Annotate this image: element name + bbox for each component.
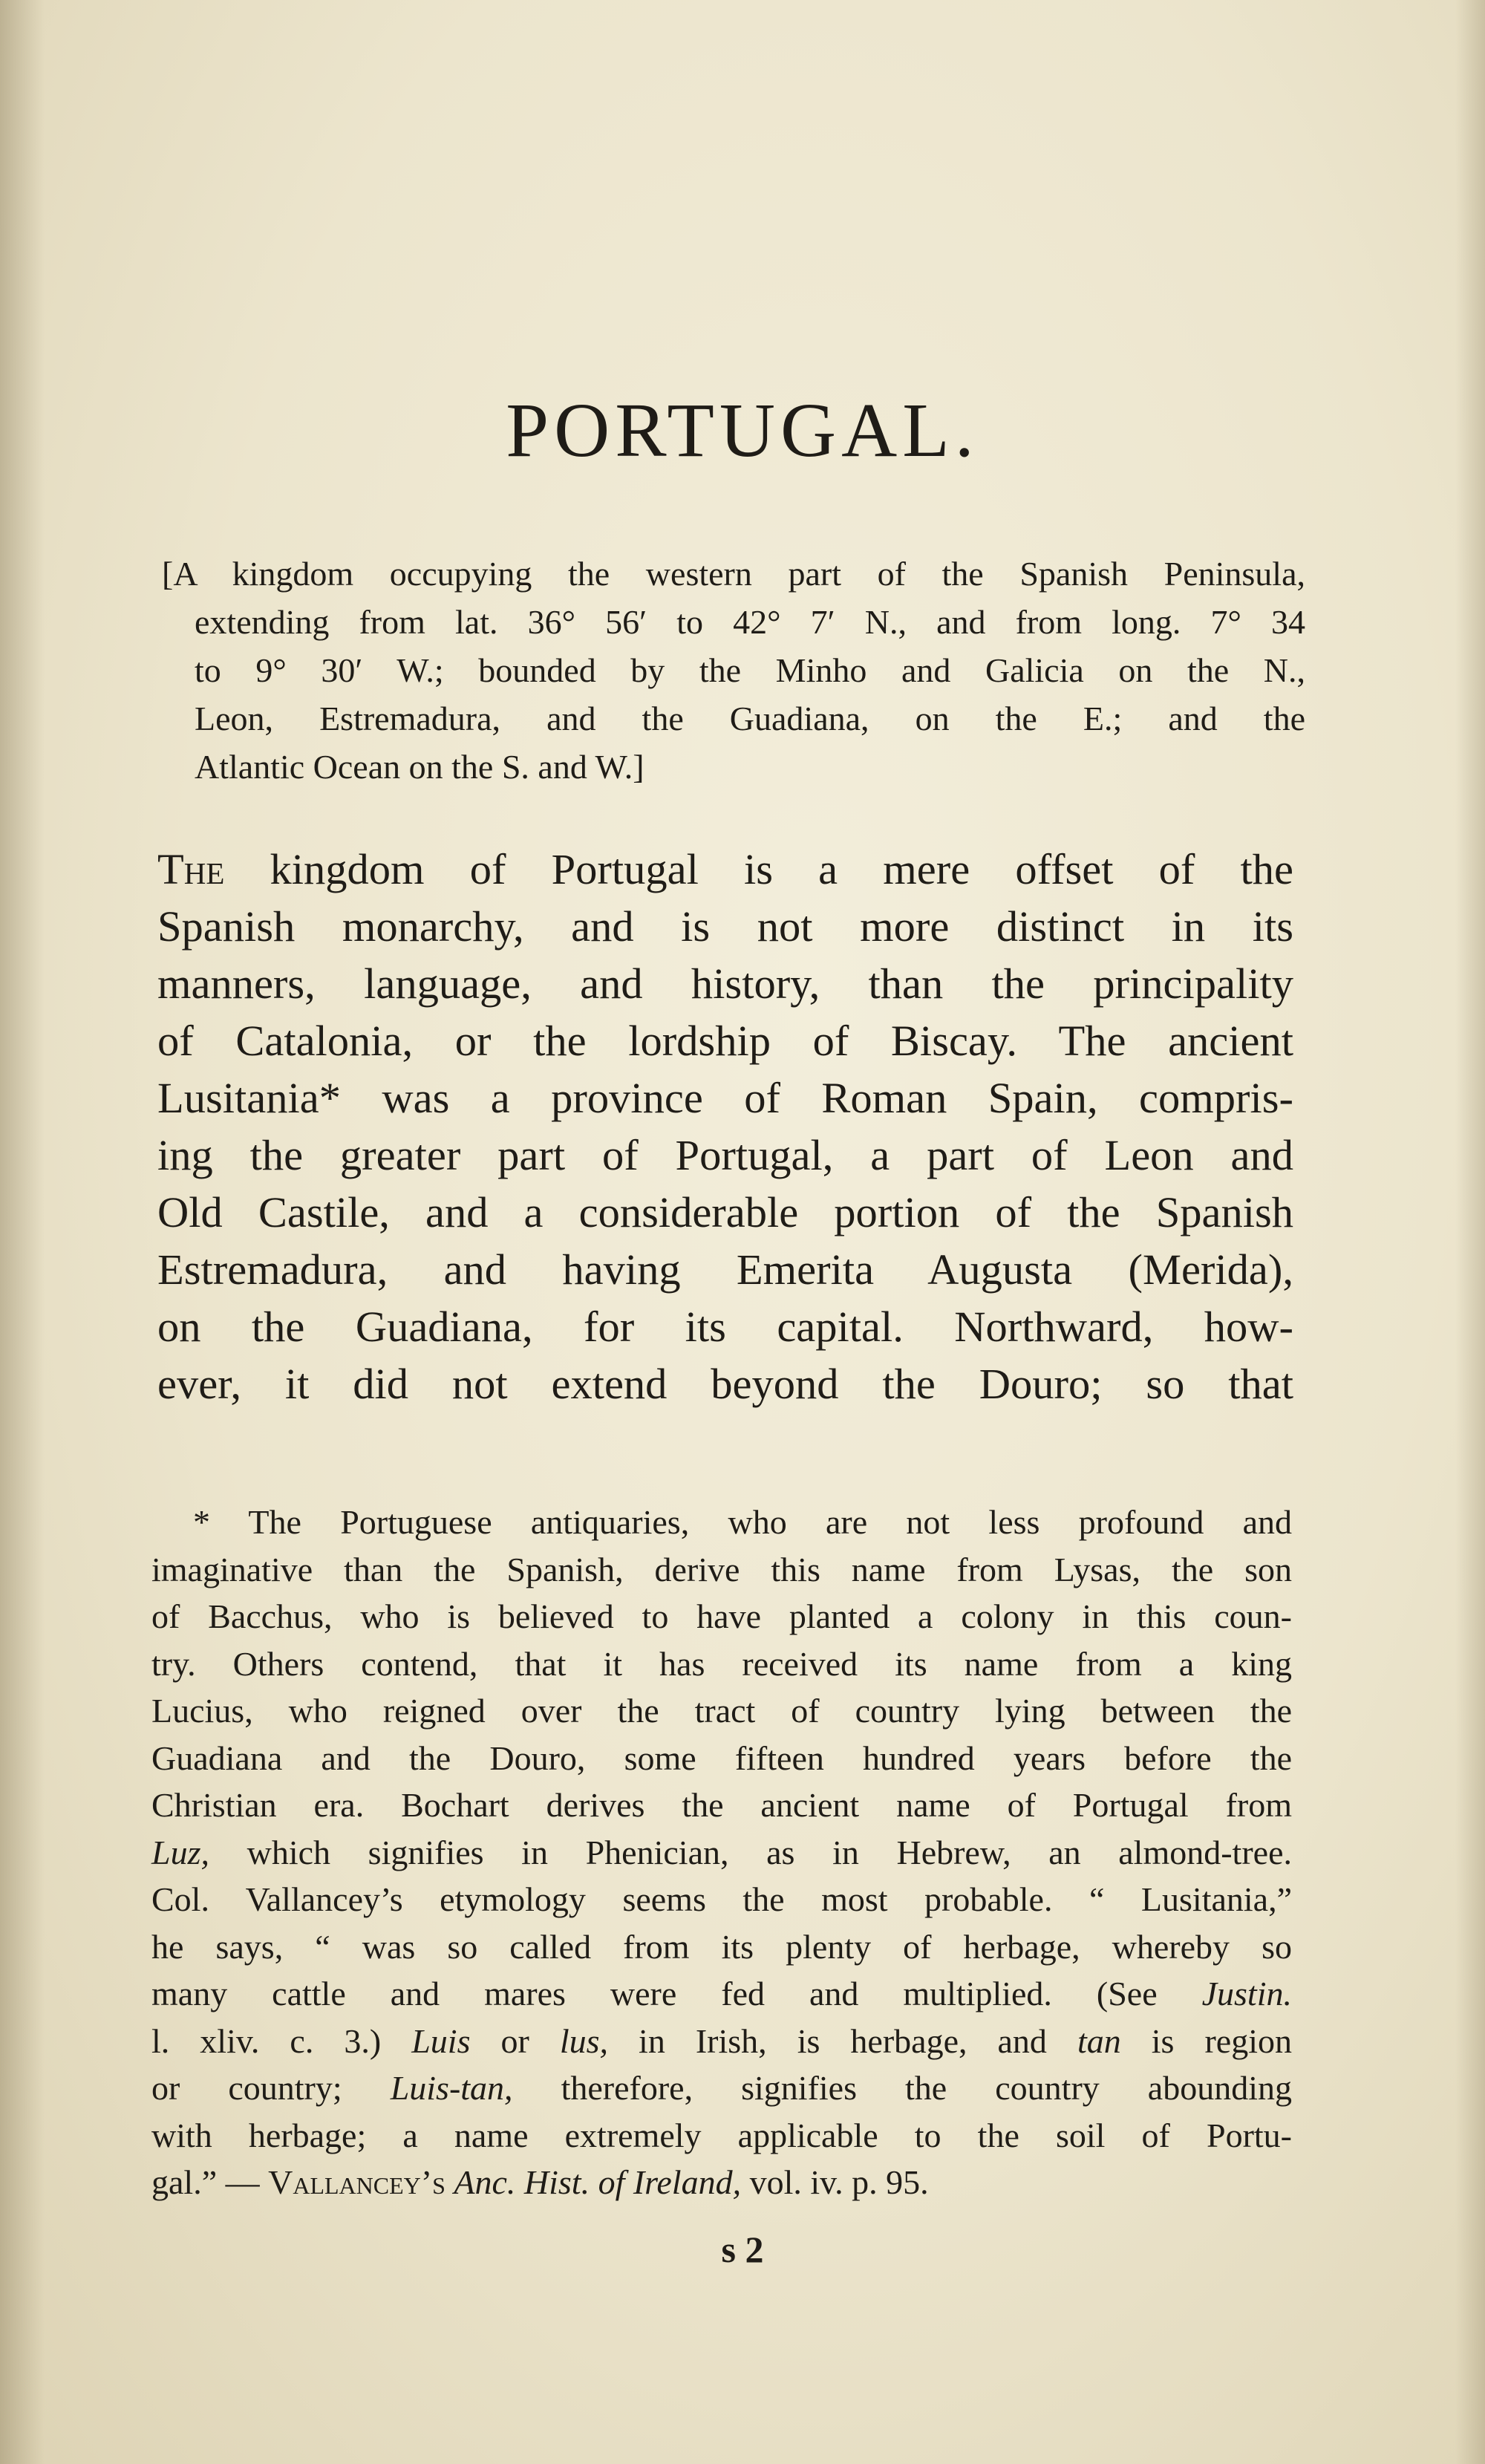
body-line: Spanish monarchy, and is not more distinct in its xyxy=(157,902,1293,951)
body-line: Lusitania* was a province of Roman Spain, compris- xyxy=(157,1074,1293,1122)
footnote-text: gal.” — xyxy=(151,2163,269,2201)
summary-paragraph xyxy=(162,550,1305,791)
italic-term: Luis xyxy=(411,2021,471,2060)
edge-shadow xyxy=(1455,0,1485,2464)
italic-term: lus, xyxy=(559,2021,609,2060)
signature-mark: s 2 xyxy=(721,2229,764,2270)
body-line: Estremadura, and having Emerita Augusta (Merida), xyxy=(157,1245,1293,1294)
summary-line: Atlantic Ocean on the S. and W.] xyxy=(195,748,644,786)
body-line: of Catalonia, or the lordship of Biscay. The ancient xyxy=(157,1017,1293,1065)
summary-line: [A kingdom occupying the western part of the Spanish Peninsula, xyxy=(162,555,1305,593)
footnote xyxy=(151,1499,1292,2206)
body-line-text: kingdom of Portugal is a mere offset of the xyxy=(224,845,1293,893)
footnote-line: imaginative than the Spanish, derive this name from Lysas, the son xyxy=(151,1550,1292,1588)
body-line: manners, language, and history, than the principality xyxy=(157,959,1293,1008)
author-name: Vallancey’s xyxy=(268,2163,446,2201)
footnote-line: Col. Vallancey’s etymology seems the most probable. “ Lusitania,” xyxy=(151,1880,1292,1918)
body-line: ing the greater part of Portugal, a part of Leon and xyxy=(157,1131,1293,1179)
footnote-text xyxy=(446,2163,454,2201)
italic-term: Justin. xyxy=(1201,1975,1292,2012)
footnote-line: he says, “ was so called from its plenty of herbage, whereby so xyxy=(151,1927,1292,1966)
body-paragraph xyxy=(157,841,1293,1412)
footnote-line: of Bacchus, who is believed to have planted a colony in this coun- xyxy=(151,1597,1292,1635)
footnote-line: * The Portuguese antiquaries, who are not less profound and xyxy=(193,1503,1292,1541)
footnote-line xyxy=(151,2018,1292,2065)
opening-word: The xyxy=(157,845,225,893)
footnote-line xyxy=(151,1970,1292,2018)
gutter-shadow xyxy=(0,0,45,2464)
footnote-text: is region xyxy=(1120,2021,1292,2060)
footnote-line xyxy=(151,1829,1292,1877)
footnote-text: therefore, signifies the country abounding xyxy=(512,2069,1292,2107)
footnote-text: in Irish, is herbage, and xyxy=(608,2021,1077,2060)
body-line: Old Castile, and a considerable portion of the Spanish xyxy=(157,1188,1293,1236)
summary-line: extending from lat. 36° 56′ to 42° 7′ N., and from long. 7° 34 xyxy=(195,603,1305,641)
footnote-text: vol. iv. p. 95. xyxy=(741,2163,929,2201)
footnote-line xyxy=(151,2159,1292,2206)
italic-term: Luis-tan, xyxy=(390,2069,513,2107)
footnote-text: or xyxy=(470,2021,560,2060)
footnote-text: l. xliv. c. 3.) xyxy=(151,2021,412,2060)
summary-line: Leon, Estremadura, and the Guadiana, on the E.; and the xyxy=(195,700,1305,737)
footnote-line xyxy=(151,2064,1292,2112)
footnote-line: Guadiana and the Douro, some fifteen hundred years before the xyxy=(151,1738,1292,1777)
body-line: ever, it did not extend beyond the Douro; so that xyxy=(157,1360,1293,1408)
italic-term: tan xyxy=(1077,2021,1121,2060)
footnote-line: Lucius, who reigned over the tract of country lying between the xyxy=(151,1692,1292,1730)
citation-title: Anc. Hist. of Ireland, xyxy=(454,2163,742,2201)
footnote-text: which signifies in Phenician, as in Hebrew, an almond-tree. xyxy=(209,1833,1292,1871)
footnote-text: or country; xyxy=(151,2069,391,2107)
body-line: on the Guadiana, for its capital. Northward, how- xyxy=(157,1303,1293,1351)
body-line xyxy=(157,841,1293,898)
footnote-line: with herbage; a name extremely applicable to the soil of Portu- xyxy=(151,2116,1292,2154)
footnote-line: try. Others contend, that it has received its name from a king xyxy=(151,1644,1292,1683)
page-title: PORTUGAL. xyxy=(506,388,979,473)
footnote-line: Christian era. Bochart derives the ancient name of Portugal from xyxy=(151,1786,1292,1824)
footnote-text: many cattle and mares were fed and multiplied. (See xyxy=(151,1975,1202,2012)
italic-term: Luz, xyxy=(151,1833,209,1871)
summary-line: to 9° 30′ W.; bounded by the Minho and Galicia on the N., xyxy=(195,651,1305,689)
